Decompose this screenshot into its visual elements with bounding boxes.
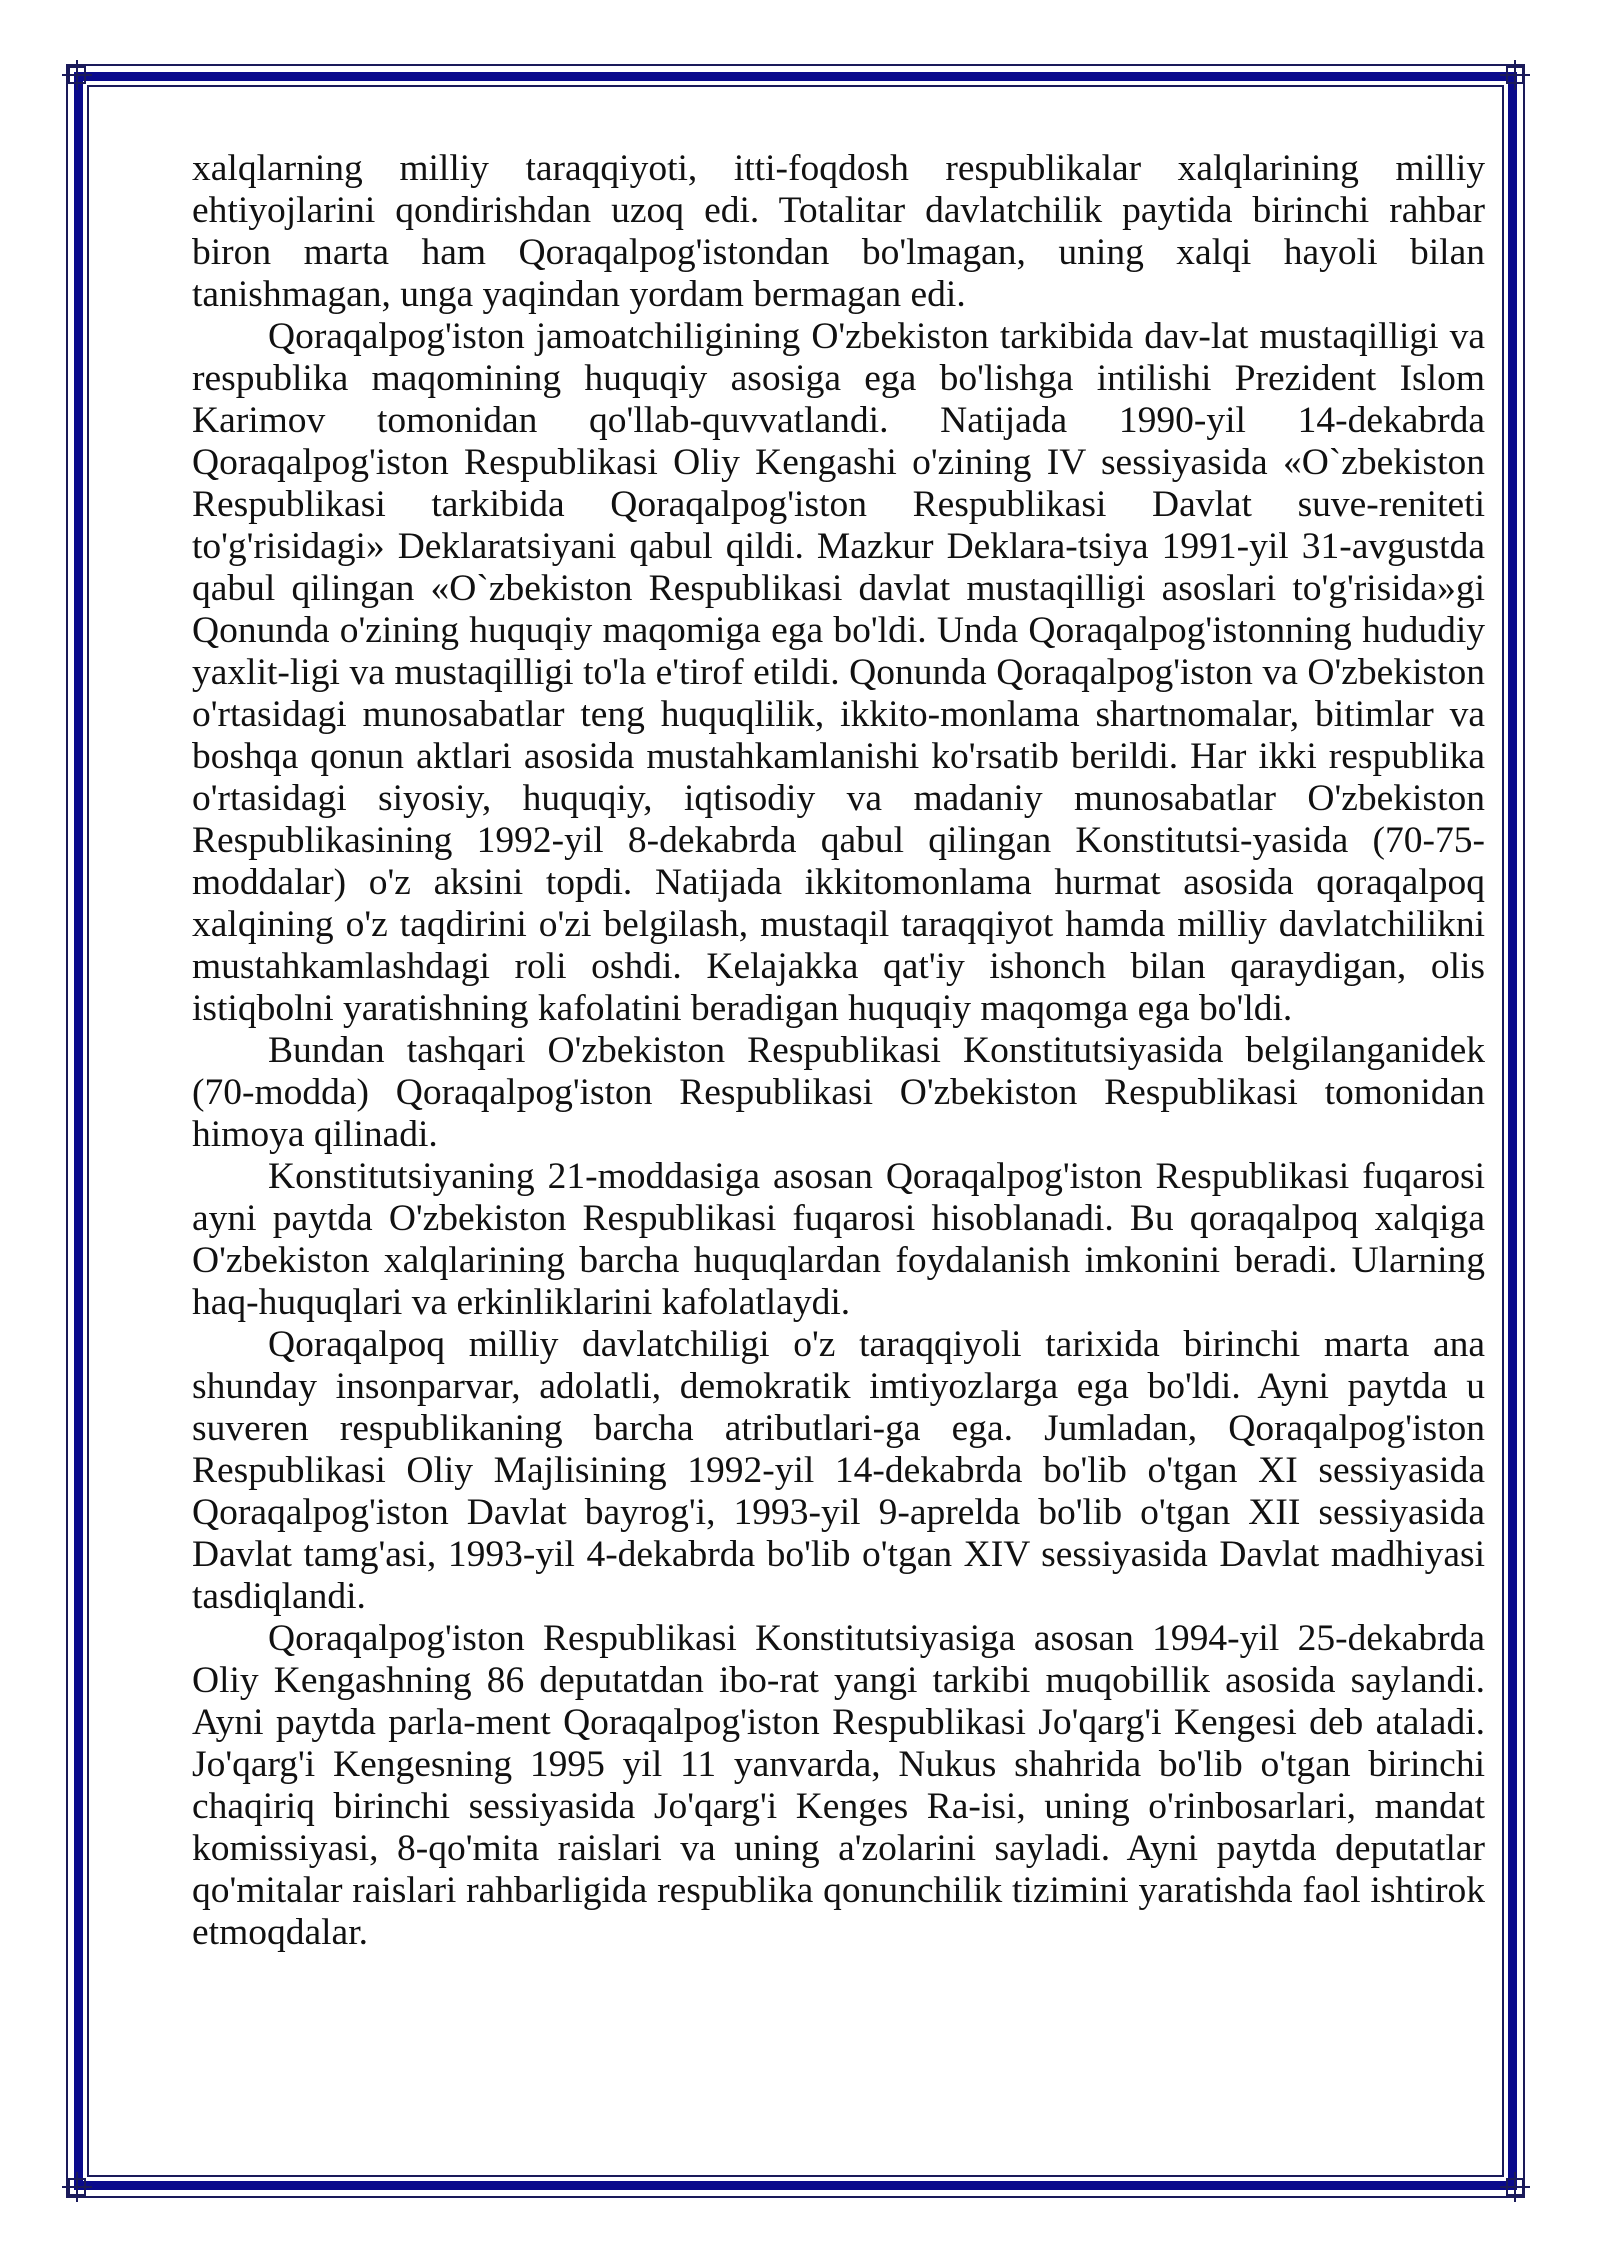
paragraph: Qoraqalpog'iston jamoatchiligining O'zbekiston tarkibida dav-lat mustaqilligi va respublika maqomining huquqiy asosiga ega bo'lishga intilishi Prezident Islom Karimov tomonidan qo'llab-quvvatlandi. Natijada 1990-yil 14-dekabrda Qoraqalpog'iston Respublikasi Oliy Kengashi o'zining IV sessiyasida «O`zbekiston Respublikasi tarkibida Qoraqalpog'iston Respublikasi Davlat suve-reniteti to'g'risidagi» Deklaratsiyani qabul qildi. Mazkur Deklara-tsiya 1991-yil 31-avgustda qabul qilingan «O`zbekiston Respublikasi davlat mustaqilligi asoslari to'g'risida»gi Qonunda o'zining huquqiy maqomiga ega bo'ldi. Unda Qoraqalpog'istonning hududiy yaxlit-ligi va mustaqilligi to'la e'tirof etildi. Qonunda Qoraqalpog'iston va O'zbekiston o'rtasidagi munosabatlar teng huquqlilik, ikkito-monlama shartnomalar, bitimlar va boshqa qonun aktlari asosida mustahkamlanishi ko'rsatib berildi. Har ikki respublika o'rtasidagi siyosiy, huquqiy, iqtisodiy va madaniy munosabatlar O'zbekiston Respublikasining 1992-yil 8-dekabrda qabul qilingan Konstitutsi-yasida (70-75-moddalar) o'z aksini topdi. Natijada ikkitomonlama hurmat asosida qoraqalpoq xalqining o'z taqdirini o'zi belgilash, mustaqil taraqqiyot hamda milliy davlatchilikni mustahkamlashdagi roli oshdi. Kelajakka qat'iy ishonch bilan qaraydigan, olis istiqbolni yaratishning kafolatini beradigan huquqiy maqomga ega bo'ldi. xyxy=(192,316,1485,1029)
corner-ornament-bottom-left xyxy=(62,2172,92,2202)
paragraph: Bundan tashqari O'zbekiston Respublikasi Konstitutsiyasida belgilanganidek (70-modda) Qoraqalpog'iston Respublikasi O'zbekiston Respublikasi tomonidan himoya qilinadi. xyxy=(192,1030,1485,1155)
corner-ornament-bottom-right xyxy=(1500,2172,1530,2202)
paragraph: Qoraqalpog'iston Respublikasi Konstitutsiyasiga asosan 1994-yil 25-dekabrda Oliy Kengashning 86 deputatdan ibo-rat yangi tarkibi muqobillik asosida saylandi. Ayni paytda parla-ment Qoraqalpog'iston Respublikasi Jo'qarg'i Kengesi deb ataladi. Jo'qarg'i Kengesning 1995 yil 11 yanvarda, Nukus shahrida bo'lib o'tgan birinchi chaqiriq birinchi sessiyasida Jo'qarg'i Kenges Ra-isi, uning o'rinbosarlari, mandat komissiyasi, 8-qo'mita raislari va uning a'zolarini sayladi. Ayni paytda deputatlar qo'mitalar raislari rahbarligida respublika qonunchilik tizimini yaratishda faol ishtirok etmoqdalar. xyxy=(192,1618,1485,1953)
paragraph: Qoraqalpoq milliy davlatchiligi o'z taraqqiyoli tarixida birinchi marta ana shunday insonparvar, adolatli, demokratik imtiyozlarga ega bo'ldi. Ayni paytda u suveren respublikaning barcha atributlari-ga ega. Jumladan, Qoraqalpog'iston Respublikasi Oliy Majlisining 1992-yil 14-dekabrda bo'lib o'tgan XI sessiyasida Qoraqalpog'iston Davlat bayrog'i, 1993-yil 9-aprelda bo'lib o'tgan XII sessiyasida Davlat tamg'asi, 1993-yil 4-dekabrda bo'lib o'tgan XIV sessiyasida Davlat madhiyasi tasdiqlandi. xyxy=(192,1324,1485,1617)
corner-ornament-top-right xyxy=(1500,60,1530,90)
paragraph: Konstitutsiyaning 21-moddasiga asosan Qoraqalpog'iston Respublikasi fuqarosi ayni paytda O'zbekiston Respublikasi fuqarosi hisoblanadi. Bu qoraqalpoq xalqiga O'zbekiston xalqlarining barcha huquqlardan foydalanish imkonini beradi. Ularning haq-huquqlari va erkinliklarini kafolatlaydi. xyxy=(192,1156,1485,1323)
paragraph: xalqlarning milliy taraqqiyoti, itti-foqdosh respublikalar xalqlarining milliy ehtiyojlarini qondirishdan uzoq edi. Totalitar davlatchilik paytida birinchi rahbar biron marta ham Qoraqalpog'istondan bo'lmagan, uning xalqi hayoli bilan tanishmagan, unga yaqindan yordam bermagan edi. xyxy=(192,148,1485,315)
document-body xyxy=(192,148,1485,1954)
corner-ornament-top-left xyxy=(62,60,92,90)
